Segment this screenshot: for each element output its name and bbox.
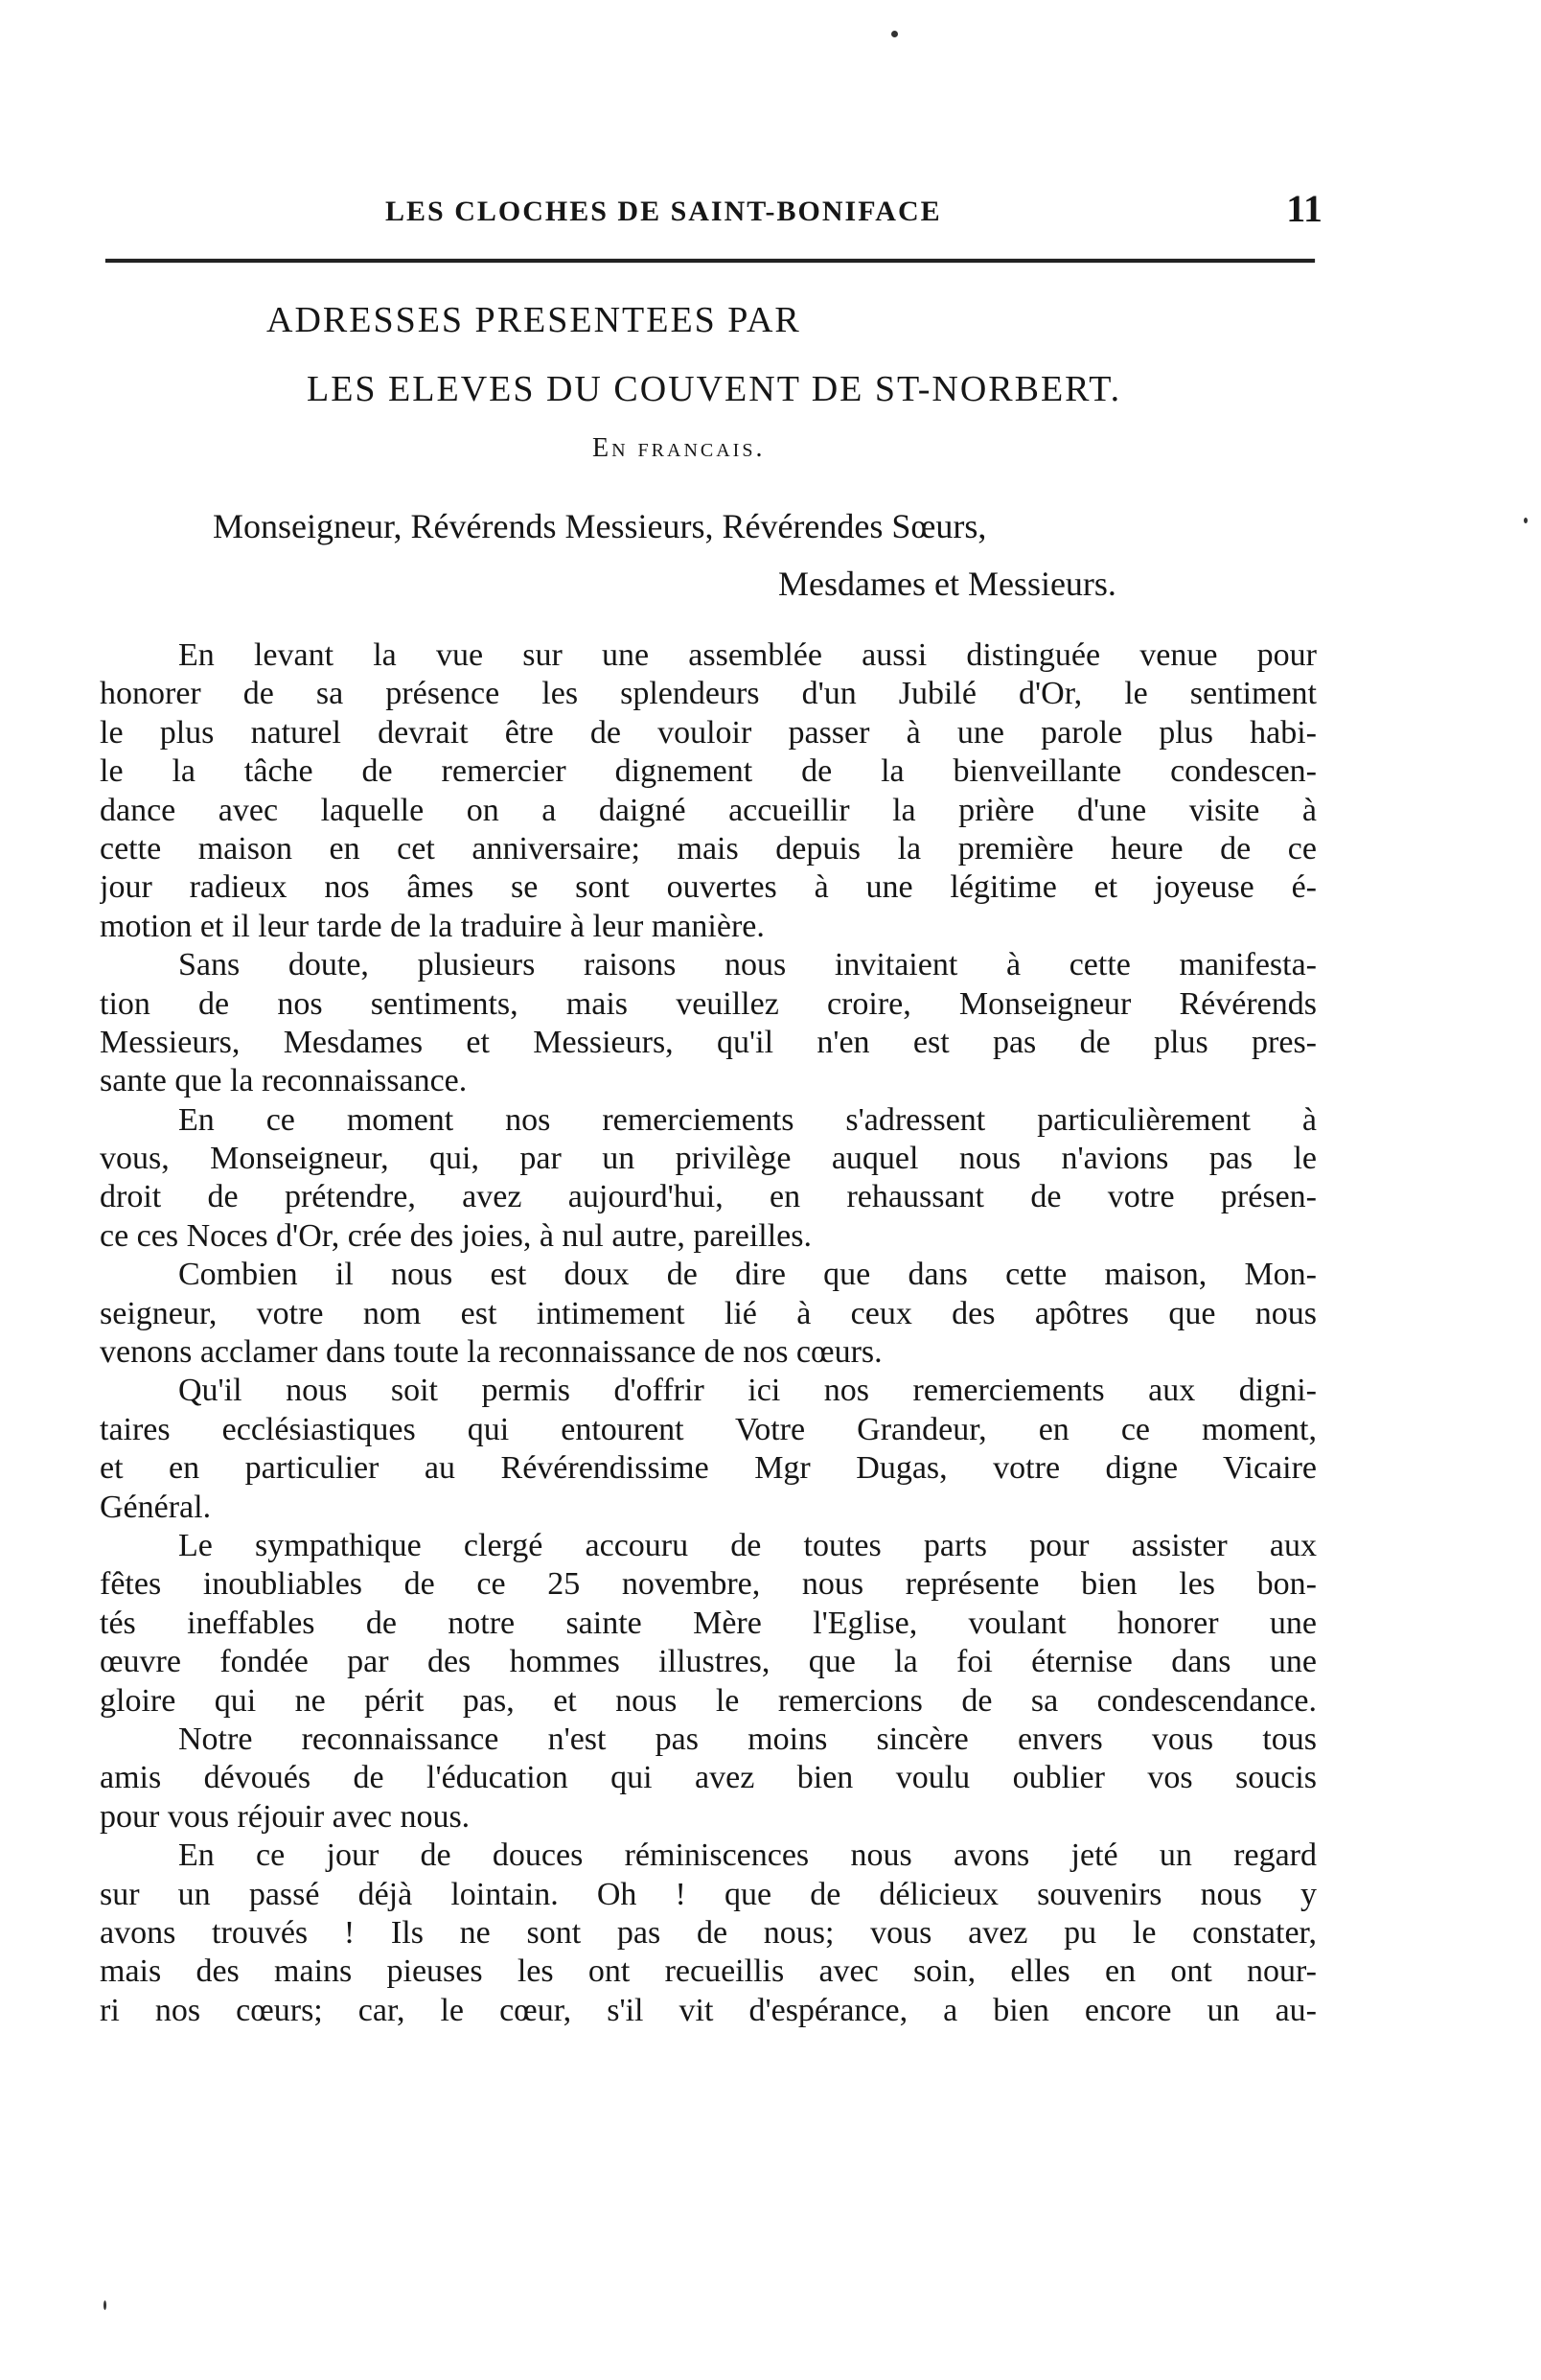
text-line: Le sympathique clergé accouru de toutes parts pour assister aux	[178, 1527, 1317, 1563]
text-line: En levant la vue sur une assemblée aussi distinguée venue pour	[178, 637, 1317, 673]
text-line: œuvre fondée par des hommes illustres, que la foi éternise dans une	[100, 1644, 1317, 1680]
text-line: le plus naturel devrait être de vouloir passer à une parole plus habi-	[100, 714, 1317, 751]
text-line: En ce jour de douces réminiscences nous avons jeté un regard	[178, 1837, 1317, 1874]
page-header	[182, 188, 1322, 245]
text-line: Messieurs, Mesdames et Messieurs, qu'il n'en est pas de plus pres-	[100, 1024, 1317, 1060]
text-line: droit de prétendre, avez aujourd'hui, en rehaussant de votre présen-	[100, 1179, 1317, 1215]
section-title-line-1: ADRESSES PRESENTEES PAR	[266, 300, 801, 340]
text-line: taires ecclésiastiques qui entourent Votre Grandeur, en ce moment,	[100, 1411, 1317, 1447]
salutation-line-2: Mesdames et Messieurs.	[778, 565, 1116, 603]
text-line: Sans doute, plusieurs raisons nous invitaient à cette manifesta-	[178, 947, 1317, 983]
text-line: et en particulier au Révérendissime Mgr Dugas, votre digne Vicaire	[100, 1450, 1317, 1487]
language-subtitle: En francais.	[592, 433, 766, 463]
text-line: tés ineffables de notre sainte Mère l'Eglise, voulant honorer une	[100, 1605, 1317, 1641]
text-line: mais des mains pieuses les ont recueillis avec soin, elles en ont nour-	[100, 1953, 1317, 1990]
salutation-line-1: Monseigneur, Révérends Messieurs, Révérendes Sœurs,	[213, 507, 987, 545]
text-line: le la tâche de remercier dignement de la bienveillante condescen-	[100, 753, 1317, 790]
text-line: Qu'il nous soit permis d'offrir ici nos remerciements aux digni-	[178, 1373, 1317, 1409]
text-line: jour radieux nos âmes se sont ouvertes à une légitime et joyeuse é-	[100, 869, 1317, 906]
text-line: ri nos cœurs; car, le cœur, s'il vit d'espérance, a bien encore un au-	[100, 1992, 1317, 2028]
text-line: amis dévoués de l'éducation qui avez bien voulu oublier vos soucis	[100, 1760, 1317, 1796]
page-number: 11	[1286, 187, 1322, 230]
text-line: seigneur, votre nom est intimement lié à ceux des apôtres que nous	[100, 1295, 1317, 1331]
text-line: Général.	[100, 1489, 212, 1525]
text-line: tion de nos sentiments, mais veuillez croire, Monseigneur Révérends	[100, 985, 1317, 1022]
text-line: motion et il leur tarde de la traduire à leur manière.	[100, 908, 765, 944]
section-title-line-2: LES ELEVES DU COUVENT DE ST-NORBERT.	[307, 369, 1122, 409]
text-line: vous, Monseigneur, qui, par un privilège auquel nous n'avions pas le	[100, 1141, 1317, 1177]
header-rule	[105, 259, 1315, 263]
running-head: LES CLOCHES DE SAINT-BONIFACE	[385, 196, 942, 227]
text-line: venons acclamer dans toute la reconnaissance de nos cœurs.	[100, 1334, 883, 1371]
text-line: En ce moment nos remerciements s'adressent particulièrement à	[178, 1101, 1317, 1138]
text-line: avons trouvés ! Ils ne sont pas de nous; vous avez pu le constater,	[100, 1914, 1317, 1951]
text-line: Combien il nous est doux de dire que dans cette maison, Mon-	[178, 1257, 1317, 1293]
text-line: fêtes inoubliables de ce 25 novembre, nous représente bien les bon-	[100, 1566, 1317, 1603]
text-line: honorer de sa présence les splendeurs d'un Jubilé d'Or, le sentiment	[100, 676, 1317, 712]
text-line: sante que la reconnaissance.	[100, 1063, 468, 1099]
text-line: sur un passé déjà lointain. Oh ! que de délicieux souvenirs nous y	[100, 1876, 1317, 1912]
text-line: pour vous réjouir avec nous.	[100, 1798, 471, 1835]
text-line: cette maison en cet anniversaire; mais depuis la première heure de ce	[100, 830, 1317, 867]
text-line: dance avec laquelle on a daigné accueillir la prière d'une visite à	[100, 792, 1317, 828]
text-line: gloire qui ne périt pas, et nous le remercions de sa condescendance.	[100, 1682, 1317, 1719]
text-line: ce ces Noces d'Or, crée des joies, à nul autre, pareilles.	[100, 1217, 812, 1254]
text-line: Notre reconnaissance n'est pas moins sincère envers vous tous	[178, 1721, 1317, 1757]
body-text	[100, 636, 1317, 2030]
